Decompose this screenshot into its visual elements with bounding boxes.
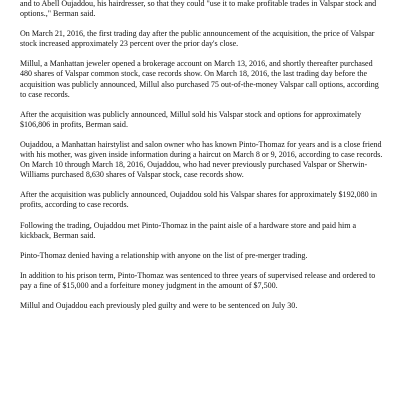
article-paragraph: In addition to his prison term, Pinto-Thomaz was sentenced to three years of supervised release and ordered to pay a fine of $15,000 and a forfeiture money judgment in the amount of $7,500.: [20, 270, 376, 290]
article-paragraph: After the acquisition was publicly announced, Millul sold his Valspar stock and options for approximately $106,806 in profits, Berman said.: [20, 109, 362, 129]
article-paragraph: Millul and Oujaddou each previously pled guilty and were to be sentenced on July 30.: [20, 300, 298, 310]
article-body: [20, 0, 386, 321]
article-paragraph: After the acquisition was publicly announced, Oujaddou sold his Valspar shares for approximately $192,080 in profits, according to case records.: [20, 190, 377, 210]
article-paragraph: Oujaddou, a Manhattan hairstylist and salon owner who has known Pinto-Thomaz for years and is a close friend with his mother, was given inside information during a haircut on March 8 or 9, 2016, according to case records. On March 10 through March 18, 2016, Oujaddou, who had never previously purchased Valspar or Sherwin-Williams purchased 8,630 shares of Valspar stock, case records show.: [20, 139, 383, 180]
article-paragraph: Following the trading, Oujaddou met Pinto-Thomaz in the paint aisle of a hardware store and paid him a kickback, Berman said.: [20, 220, 357, 240]
article-paragraph: On March 21, 2016, the first trading day after the public announcement of the acquisition, the price of Valspar stock increased approximately 23 percent over the prior day's close.: [20, 29, 375, 49]
article-paragraph: Millul, a Manhattan jeweler opened a brokerage account on March 13, 2016, and shortly thereafter purchased 480 shares of Valspar common stock, case records show. On March 18, 2016, the last trading day before the acquisition was publicly announced, Millul also purchased 75 out-of-the-money Valspar call options, according to case records.: [20, 59, 379, 99]
article-paragraph: Pinto-Thomaz denied having a relationship with anyone on the list of pre-merger trading.: [20, 250, 308, 260]
article-paragraph: and to Abell Oujaddou, his hairdresser, so that they could "use it to make profitable trades in Valspar stock and options.," Berman said.: [20, 0, 377, 19]
